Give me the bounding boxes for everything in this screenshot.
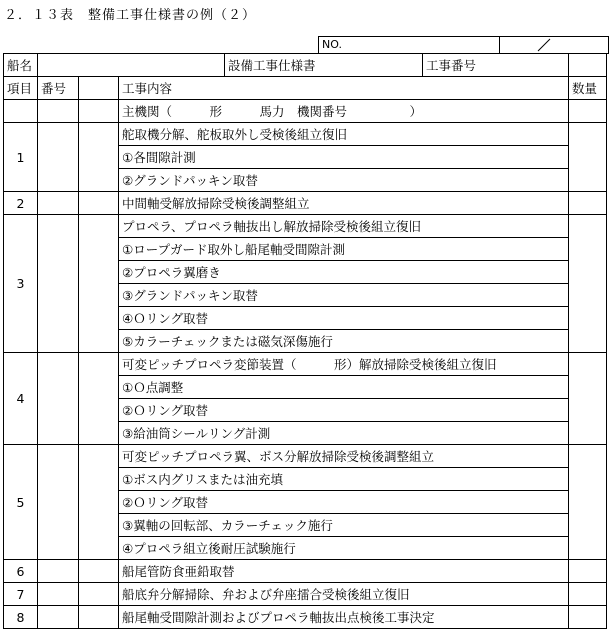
- work-line: ⑤カラーチェックまたは磁気深傷施行: [119, 330, 569, 353]
- blank-cell: [79, 123, 119, 192]
- item-number: 8: [4, 606, 38, 629]
- quantity-cell: [569, 606, 607, 629]
- number-cell: [38, 445, 79, 560]
- work-line: 可変ピッチプロペラ変節装置（ 形）解放掃除受検後組立復旧: [119, 353, 569, 376]
- item-number: 4: [4, 353, 38, 445]
- table-row: [4, 353, 607, 376]
- work-line: 中間軸受解放掃除受検後調整組立: [119, 192, 569, 215]
- number-cell: [38, 353, 79, 445]
- item-cell: [4, 100, 38, 123]
- item-number: 2: [4, 192, 38, 215]
- table-row: [4, 123, 607, 146]
- work-line: プロペラ、プロペラ軸抜出し解放掃除受検後組立復旧: [119, 215, 569, 238]
- main-engine-row: [4, 100, 607, 123]
- blank-cell: [79, 445, 119, 560]
- work-number-label: 工事番号: [423, 54, 569, 77]
- slash-mark: [536, 38, 552, 52]
- work-line: ③グランドパッキン取替: [119, 284, 569, 307]
- quantity-cell: [569, 123, 607, 192]
- number-cell: [38, 192, 79, 215]
- quantity-cell: [569, 100, 607, 123]
- work-line: ①Ｏ点調整: [119, 376, 569, 399]
- number-cell: [38, 100, 79, 123]
- header-row-ship: [4, 54, 607, 77]
- number-cell: [38, 583, 79, 606]
- work-line: ③給油筒シールリング計測: [119, 422, 569, 445]
- blank-cell: [79, 606, 119, 629]
- work-line: ①ロープガード取外し船尾軸受間隙計測: [119, 238, 569, 261]
- quantity-cell: [569, 445, 607, 560]
- main-engine-label: 主機関（ 形 馬力 機関番号 ）: [119, 100, 569, 123]
- header-row-columns: [4, 77, 607, 100]
- work-line: 舵取機分解、舵板取外し受検後組立復旧: [119, 123, 569, 146]
- work-line: ②Ｏリング取替: [119, 399, 569, 422]
- blank-cell: [79, 215, 119, 353]
- quantity-cell: [569, 560, 607, 583]
- item-number: 6: [4, 560, 38, 583]
- work-line: ④プロペラ組立後耐圧試験施行: [119, 537, 569, 560]
- document-number-label: NO.: [319, 37, 500, 53]
- work-content-header: 工事内容: [119, 77, 569, 100]
- quantity-cell: [569, 215, 607, 353]
- table-row: [4, 192, 607, 215]
- number-cell: [38, 560, 79, 583]
- quantity-header: 数量: [569, 77, 607, 100]
- work-line: ②プロペラ翼磨き: [119, 261, 569, 284]
- ship-name-label: 船名: [4, 54, 38, 77]
- work-line: ③翼軸の回転部、カラーチェック施行: [119, 514, 569, 537]
- table-row: [4, 583, 607, 606]
- blank-cell: [79, 100, 119, 123]
- item-number: 1: [4, 123, 38, 192]
- work-line: ②Ｏリング取替: [119, 491, 569, 514]
- work-line: ②グランドパッキン取替: [119, 169, 569, 192]
- blank-cell: [79, 192, 119, 215]
- quantity-cell: [569, 353, 607, 445]
- number-header: 番号: [38, 77, 79, 100]
- table-row: [4, 560, 607, 583]
- table-row: [4, 215, 607, 238]
- blank-cell: [79, 560, 119, 583]
- quantity-cell: [569, 583, 607, 606]
- work-line: 船尾軸受間隙計測およびプロペラ軸抜出点検後工事決定: [119, 606, 569, 629]
- quantity-cell: [569, 192, 607, 215]
- work-number-value: [569, 54, 607, 77]
- table-caption: ２．１３表 整備工事仕様書の例（２）: [4, 8, 257, 23]
- item-number: 3: [4, 215, 38, 353]
- work-line: ①各間隙計測: [119, 146, 569, 169]
- blank-cell: [79, 583, 119, 606]
- work-line: 船尾管防食亜鉛取替: [119, 560, 569, 583]
- item-number: 5: [4, 445, 38, 560]
- document-number-field: [500, 37, 608, 53]
- number-cell: [38, 606, 79, 629]
- blank-header: [79, 77, 119, 100]
- ship-name-value: [38, 54, 225, 77]
- document-number-box: [318, 36, 609, 54]
- blank-cell: [79, 353, 119, 445]
- work-line: 可変ピッチプロペラ翼、ボス分解放掃除受検後調整組立: [119, 445, 569, 468]
- work-line: ④Ｏリング取替: [119, 307, 569, 330]
- item-header: 項目: [4, 77, 38, 100]
- work-line: 船底弁分解掃除、弁および弁座擂合受検後組立復旧: [119, 583, 569, 606]
- table-row: [4, 606, 607, 629]
- number-cell: [38, 215, 79, 353]
- number-cell: [38, 123, 79, 192]
- item-number: 7: [4, 583, 38, 606]
- work-spec-table: [3, 53, 607, 629]
- work-line: ①ボス内グリスまたは油充填: [119, 468, 569, 491]
- spec-title: 設備工事仕様書: [225, 54, 423, 77]
- table-row: [4, 445, 607, 468]
